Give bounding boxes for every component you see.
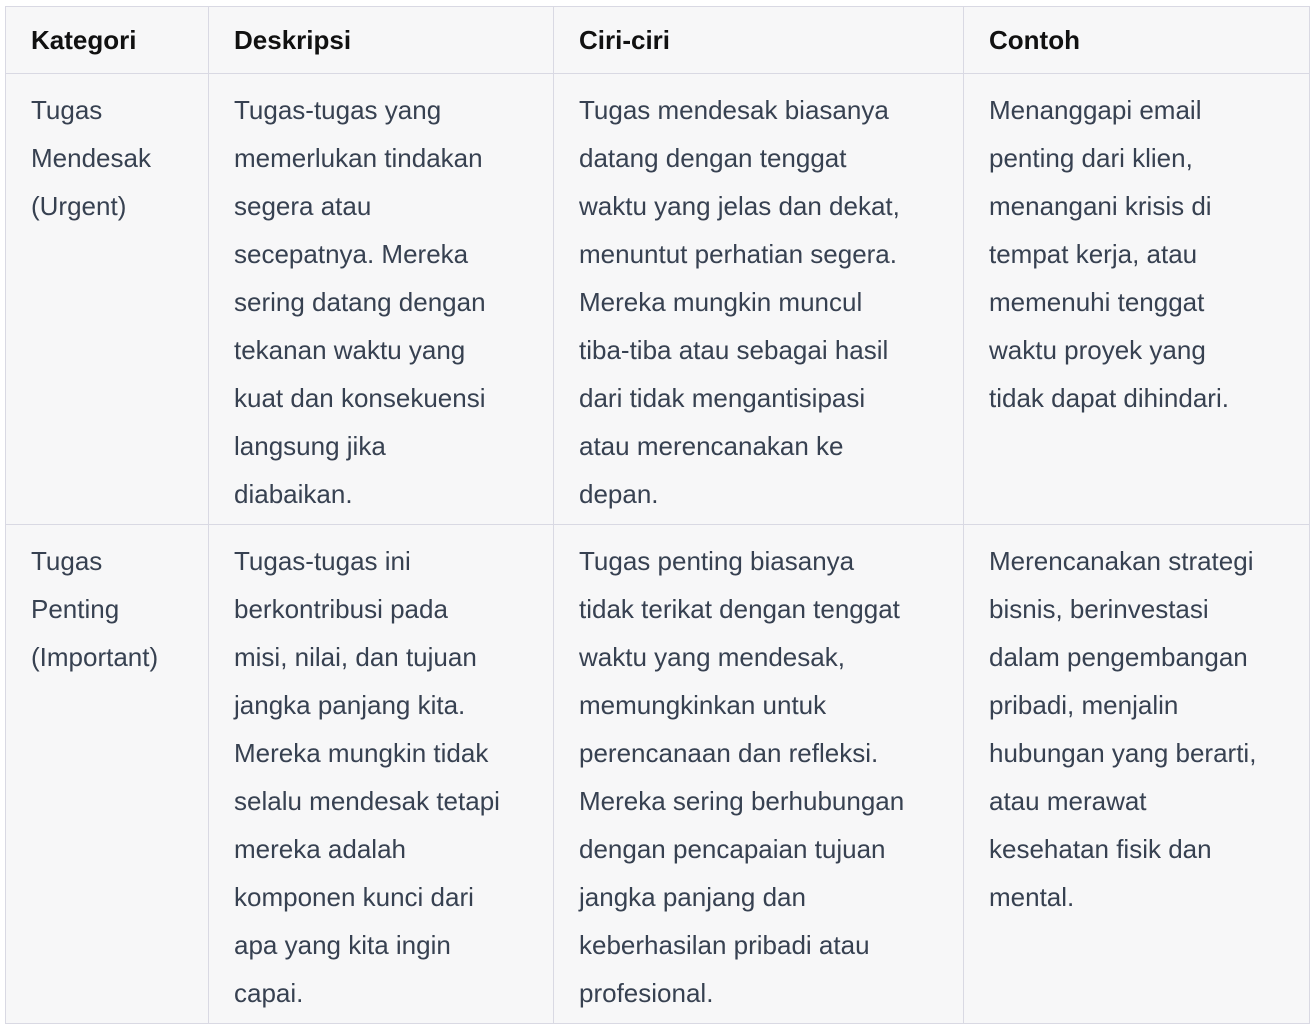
cell-ciri-ciri bbox=[554, 525, 964, 1024]
cell-text-line: kesehatan fisik dan bbox=[989, 834, 1212, 864]
cell-text-line: memungkinkan untuk bbox=[579, 690, 827, 720]
cell-text-line: memenuhi tenggat bbox=[989, 287, 1205, 317]
cell-text-line: mereka adalah bbox=[234, 834, 406, 864]
cell-text-line: misi, nilai, dan tujuan bbox=[234, 642, 477, 672]
cell-deskripsi bbox=[209, 525, 554, 1024]
cell-text-line: waktu yang jelas dan dekat, bbox=[579, 191, 900, 221]
cell-text-line: jangka panjang kita. bbox=[234, 690, 466, 720]
cell-text-line: tidak terikat dengan tenggat bbox=[579, 594, 900, 624]
cell-ciri-ciri bbox=[554, 74, 964, 525]
cell-text-line: dengan pencapaian tujuan bbox=[579, 834, 886, 864]
cell-text-line: keberhasilan pribadi atau bbox=[579, 930, 870, 960]
cell-text-line: langsung jika bbox=[234, 431, 386, 461]
cell-text-line: perencanaan dan refleksi. bbox=[579, 738, 879, 768]
header-deskripsi: Deskripsi bbox=[209, 7, 554, 74]
cell-text-line: Menanggapi email bbox=[989, 95, 1202, 125]
cell-text-line: atau merencanakan ke bbox=[579, 431, 844, 461]
cell-kategori bbox=[6, 525, 209, 1024]
cell-text-line: waktu yang mendesak, bbox=[579, 642, 845, 672]
cell-text-line: atau merawat bbox=[989, 786, 1147, 816]
cell-text-line: Tugas penting biasanya bbox=[579, 546, 855, 576]
cell-text-line: waktu proyek yang bbox=[989, 335, 1206, 365]
cell-text-line: Mereka sering berhubungan bbox=[579, 786, 905, 816]
cell-contoh bbox=[964, 525, 1310, 1024]
cell-text-line: capai. bbox=[234, 978, 304, 1008]
cell-text-line: sering datang dengan bbox=[234, 287, 486, 317]
cell-text-line: profesional. bbox=[579, 978, 714, 1008]
table-row bbox=[6, 525, 1310, 1024]
cell-text-line: tempat kerja, atau bbox=[989, 239, 1198, 269]
cell-text-line: mental. bbox=[989, 882, 1075, 912]
cell-text-line: dari tidak mengantisipasi bbox=[579, 383, 866, 413]
cell-text-line: kuat dan konsekuensi bbox=[234, 383, 486, 413]
cell-text-line: datang dengan tenggat bbox=[579, 143, 847, 173]
cell-text-line: tekanan waktu yang bbox=[234, 335, 466, 365]
header-ciri-ciri: Ciri-ciri bbox=[554, 7, 964, 74]
cell-kategori bbox=[6, 74, 209, 525]
table-row bbox=[6, 74, 1310, 525]
cell-text-line: Tugas bbox=[31, 95, 103, 125]
cell-text-line: depan. bbox=[579, 479, 659, 509]
cell-deskripsi bbox=[209, 74, 554, 525]
cell-text-line: Mereka mungkin tidak bbox=[234, 738, 489, 768]
cell-text-line: segera atau bbox=[234, 191, 372, 221]
cell-text-line: komponen kunci dari bbox=[234, 882, 474, 912]
cell-text-line: diabaikan. bbox=[234, 479, 353, 509]
cell-text-line: menuntut perhatian segera. bbox=[579, 239, 897, 269]
cell-text-line: Mereka mungkin muncul bbox=[579, 287, 863, 317]
cell-contoh bbox=[964, 74, 1310, 525]
cell-text-line: (Important) bbox=[31, 642, 159, 672]
cell-text-line: dalam pengembangan bbox=[989, 642, 1248, 672]
cell-text-line: pribadi, menjalin bbox=[989, 690, 1179, 720]
cell-text-line: bisnis, berinvestasi bbox=[989, 594, 1209, 624]
cell-text-line: Tugas bbox=[31, 546, 103, 576]
header-row bbox=[6, 7, 1310, 74]
cell-text-line: Mendesak bbox=[31, 143, 151, 173]
cell-text-line: Merencanakan strategi bbox=[989, 546, 1254, 576]
cell-text-line: memerlukan tindakan bbox=[234, 143, 483, 173]
cell-text-line: Tugas-tugas yang bbox=[234, 95, 442, 125]
cell-text-line: secepatnya. Mereka bbox=[234, 239, 469, 269]
cell-text-line: (Urgent) bbox=[31, 191, 127, 221]
cell-text-line: tiba-tiba atau sebagai hasil bbox=[579, 335, 889, 365]
cell-text-line: apa yang kita ingin bbox=[234, 930, 451, 960]
cell-text-line: penting dari klien, bbox=[989, 143, 1193, 173]
header-kategori: Kategori bbox=[6, 7, 209, 74]
cell-text-line: Tugas mendesak biasanya bbox=[579, 95, 889, 125]
cell-text-line: tidak dapat dihindari. bbox=[989, 383, 1229, 413]
category-table bbox=[5, 6, 1310, 1024]
cell-text-line: jangka panjang dan bbox=[579, 882, 806, 912]
header-contoh: Contoh bbox=[964, 7, 1310, 74]
cell-text-line: menangani krisis di bbox=[989, 191, 1212, 221]
cell-text-line: berkontribusi pada bbox=[234, 594, 448, 624]
cell-text-line: Tugas-tugas ini bbox=[234, 546, 411, 576]
cell-text-line: hubungan yang berarti, bbox=[989, 738, 1257, 768]
cell-text-line: selalu mendesak tetapi bbox=[234, 786, 500, 816]
cell-text-line: Penting bbox=[31, 594, 120, 624]
